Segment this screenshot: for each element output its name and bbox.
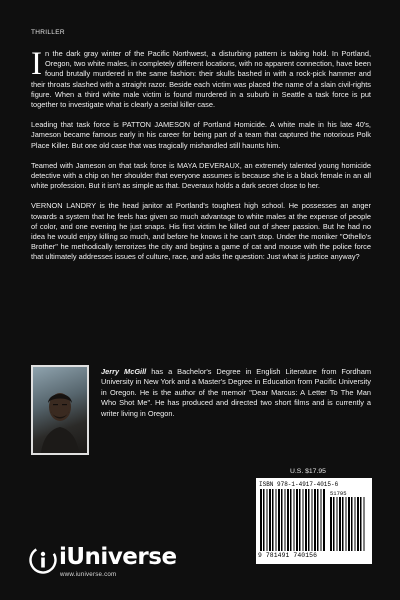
- barcode-bar: [330, 497, 332, 551]
- barcode-bar: [287, 489, 289, 551]
- publisher-name: iUniverse: [59, 544, 177, 570]
- drop-cap: I: [31, 46, 42, 82]
- barcode-main-bars: [260, 489, 328, 551]
- barcode-bar: [337, 497, 338, 551]
- author-photo: [31, 365, 89, 455]
- barcode-bar: [357, 497, 359, 551]
- barcode-bar: [303, 489, 304, 551]
- barcode-bar: [323, 489, 325, 551]
- barcode-digits: 9 781491 740156: [258, 552, 318, 559]
- barcode-bar: [355, 497, 356, 551]
- barcode-bar: [314, 489, 316, 551]
- barcode-bar: [267, 489, 268, 551]
- barcode-bar: [342, 497, 344, 551]
- barcode-bar: [312, 489, 313, 551]
- author-bio: [101, 367, 371, 419]
- barcode-bar: [290, 489, 292, 551]
- author-block: [31, 365, 371, 465]
- genre-label: THRILLER: [31, 29, 65, 36]
- barcode-bar: [285, 489, 286, 551]
- barcode-addon-digits: 51795: [330, 490, 347, 497]
- barcode-bar: [299, 489, 301, 551]
- synopsis-paragraph-2: Leading that task force is PATTON JAMESON of Portland Homicide. A white male in his late 40's, Jameson became famous early in his career for being part of a team that captured the notorious Polk Place Killer. But one old case that was tragically mishandled still haunts him.: [31, 120, 371, 150]
- barcode-bar: [278, 489, 280, 551]
- barcode-addon-bars: [330, 497, 368, 551]
- barcode-bar: [348, 497, 350, 551]
- barcode-bar: [360, 497, 362, 551]
- barcode-bar: [296, 489, 298, 551]
- barcode-bar: [294, 489, 295, 551]
- synopsis-paragraph-1-text: n the dark gray winter of the Pacific Northwest, a disturbing pattern is taking hold. In Portland, Oregon, two white males, in completely different locations, with no apparent connection, have been found brutally murdered in the same fashion: their skulls bashed in with a rock-pick hammer and their throats slashed with a straight razor. Beside each victim was placed the name of a slain civil-rights figure. When a third white male victim is found murdered in a suburb in Seattle a task force is put together to investigate what is clearly a serial killer case.: [31, 49, 371, 110]
- isbn-text: ISBN 978-1-4917-4015-6: [259, 481, 339, 488]
- price: U.S. $17.95: [290, 468, 326, 475]
- author-bio-text: has a Bachelor's Degree in English Literature from Fordham University in New York and a Master's Degree in Education from Pacific University in Oregon. He is the author of the memoir "Dear Marcus: A Letter To The Man Who Shot Me". He has produced and directed two short films and is currently a writer living in Oregon.: [101, 367, 372, 418]
- barcode-bar: [260, 489, 262, 551]
- synopsis-paragraph-3: Teamed with Jameson on that task force is MAYA DEVERAUX, an extremely talented young homicide detective with a chip on her shoulder that everyone assumes is because she is a black female in an all white profession. But it isn't as simple as that. Deveraux holds a dark secret close to her.: [31, 160, 371, 191]
- publisher-logo: [29, 544, 199, 580]
- barcode: [256, 478, 372, 564]
- author-name: Jerry McGill: [101, 367, 147, 376]
- barcode-bar: [281, 489, 283, 551]
- barcode-bar: [269, 489, 271, 551]
- synopsis-paragraph-4: VERNON LANDRY is the head janitor at Portland's toughest high school. He possesses an anger towards a system that he feels has given so much advantage to white males at the expense of people of color, and one evening he just snaps. His first victim he killed out of sheer passion. But he had no idea he would enjoy killing so much, and before he knows it he can't stop. Under the moniker "Othello's Brother" he methodically terrorizes the city and begins a game of cat and mouse with the police force that ultimately addresses issues of culture, race, and asks the question: Just what is justice anyway?: [31, 201, 371, 262]
- publisher-url: www.iuniverse.com: [60, 571, 117, 578]
- barcode-bar: [272, 489, 274, 551]
- barcode-bar: [317, 489, 319, 551]
- synopsis-paragraph-1: [31, 46, 371, 110]
- barcode-bar: [346, 497, 347, 551]
- barcode-bar: [333, 497, 335, 551]
- barcode-bar: [339, 497, 341, 551]
- barcode-bar: [321, 489, 322, 551]
- barcode-bar: [263, 489, 265, 551]
- barcode-bar: [276, 489, 277, 551]
- barcode-bar: [305, 489, 307, 551]
- barcode-bar: [308, 489, 310, 551]
- iuniverse-logo-icon: [29, 546, 57, 574]
- barcode-bar: [364, 497, 365, 551]
- barcode-bar: [351, 497, 353, 551]
- synopsis: [31, 46, 371, 273]
